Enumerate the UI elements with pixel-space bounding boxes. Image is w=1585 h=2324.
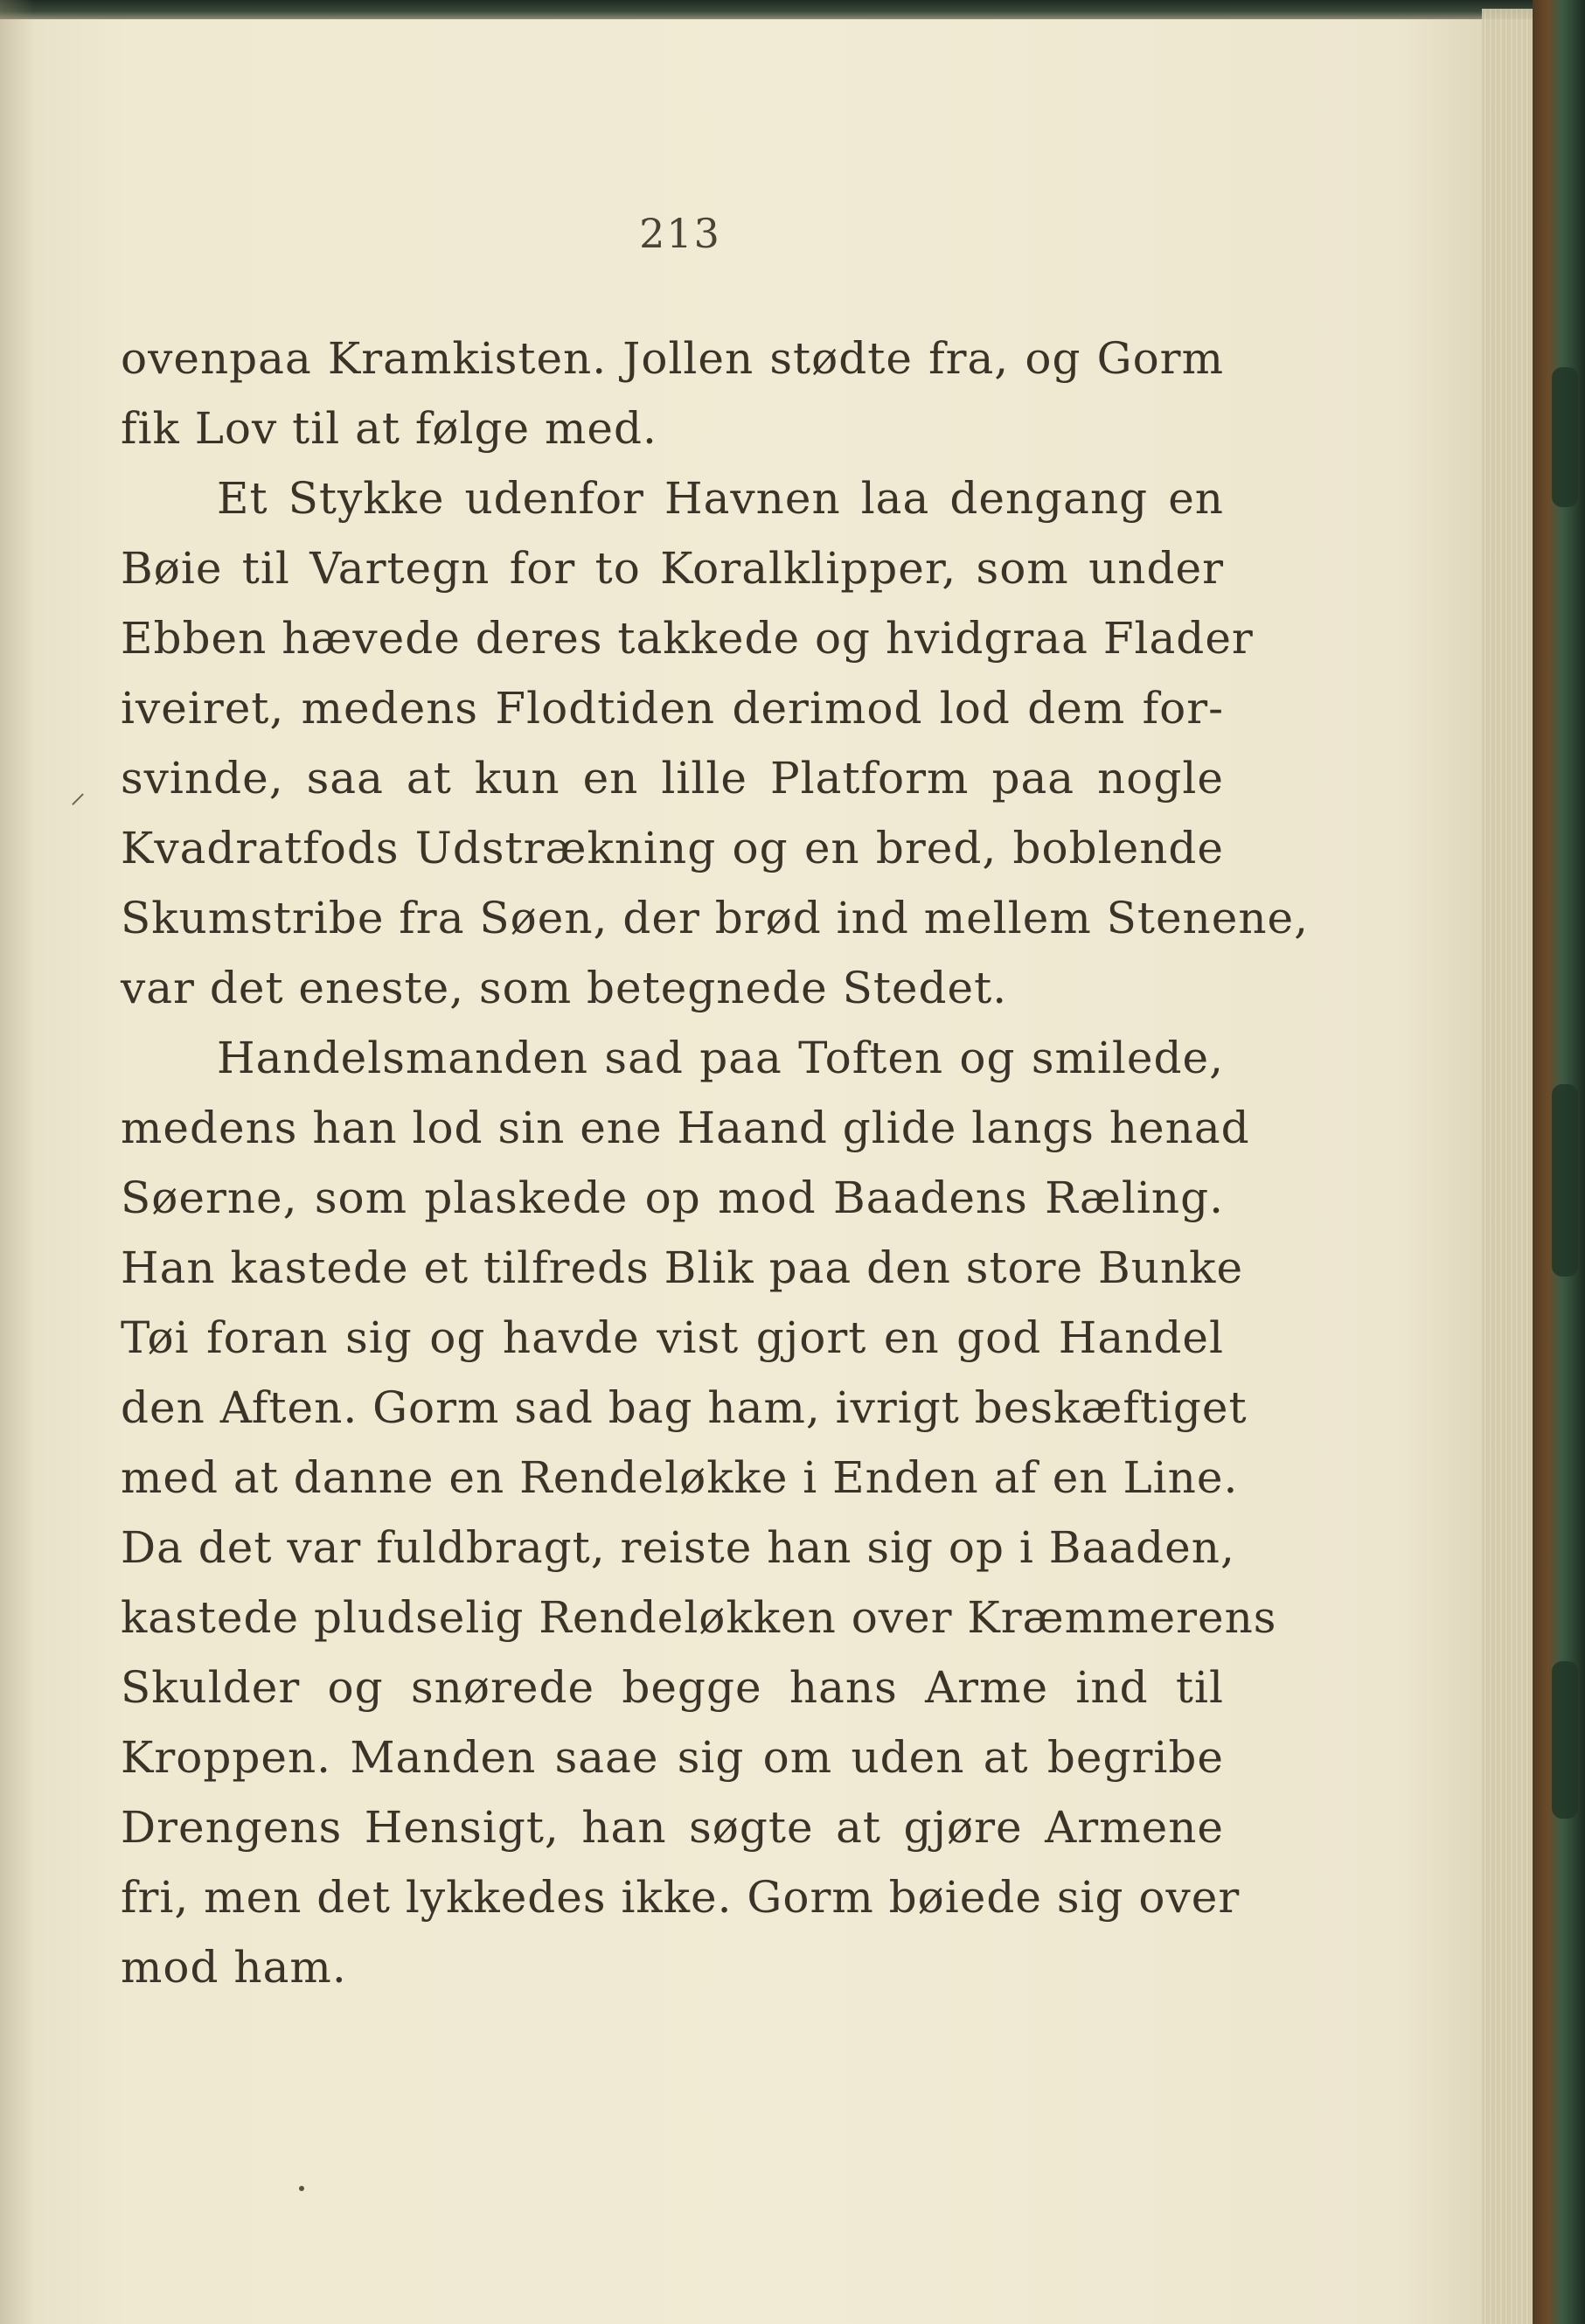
text-line: Ebben hævede deres takkede og hvidgraa Flader <box>121 613 1254 664</box>
text-line: Handelsmanden sad paa Toften og smilede, <box>217 1033 1224 1083</box>
text-line: Tøi foran sig og havde vist gjort en god Handel <box>121 1312 1224 1363</box>
text-line: Søerne, som plaskede op mod Baadens Ræling. <box>121 1172 1224 1223</box>
text-line: kastede pludselig Rendeløkken over Kræmmerens <box>121 1592 1277 1643</box>
gutter-shadow <box>0 0 35 2324</box>
text-line: var det eneste, som betegnede Stedet. <box>121 963 1008 1013</box>
text-line: medens han lod sin ene Haand glide langs henad <box>121 1103 1250 1153</box>
text-line: Da det var fuldbragt, reiste han sig op i Baaden, <box>121 1522 1235 1573</box>
text-line: med at danne en Rendeløkke i Enden af en Line. <box>121 1452 1239 1503</box>
text-line: Kroppen. Manden saae sig om uden at begribe <box>121 1732 1224 1783</box>
cover-marbling <box>1552 1661 1578 1819</box>
text-line: Drengens Hensigt, han søgte at gjøre Armene <box>121 1802 1224 1853</box>
text-line: mod ham. <box>121 1942 347 1993</box>
text-line: Et Stykke udenfor Havnen laa dengang en <box>217 473 1224 524</box>
cover-marbling <box>1552 367 1578 507</box>
text-line: ovenpaa Kramkisten. Jollen stødte fra, og Gorm <box>121 333 1224 384</box>
text-line: iveiret, medens Flodtiden derimod lod dem for- <box>121 683 1224 734</box>
text-line: Skulder og snørede begge hans Arme ind til <box>121 1662 1224 1713</box>
book-top-edge <box>0 0 1585 19</box>
text-line: Bøie til Vartegn for to Koralklipper, som under <box>121 543 1224 594</box>
cover-marbling <box>1552 1084 1578 1277</box>
text-line: den Aften. Gorm sad bag ham, ivrigt beskæftiget <box>121 1382 1248 1433</box>
page-number: 213 <box>639 210 721 257</box>
text-line: Skumstribe fra Søen, der brød ind mellem Stenene, <box>121 893 1310 943</box>
text-line: Han kastede et tilfreds Blik paa den store Bunke <box>121 1242 1244 1293</box>
margin-mark: ⸝ <box>70 775 86 811</box>
text-line: fik Lov til at følge med. <box>121 403 657 454</box>
book-cover-edge <box>1533 0 1585 2324</box>
page-stack-edge <box>1482 9 1534 2324</box>
text-line: svinde, saa at kun en lille Platform paa nogle <box>121 753 1224 804</box>
ink-speck <box>299 2186 304 2191</box>
text-line: fri, men det lykkedes ikke. Gorm bøiede sig over <box>121 1872 1241 1923</box>
text-line: Kvadratfods Udstrækning og en bred, boblende <box>121 823 1224 873</box>
